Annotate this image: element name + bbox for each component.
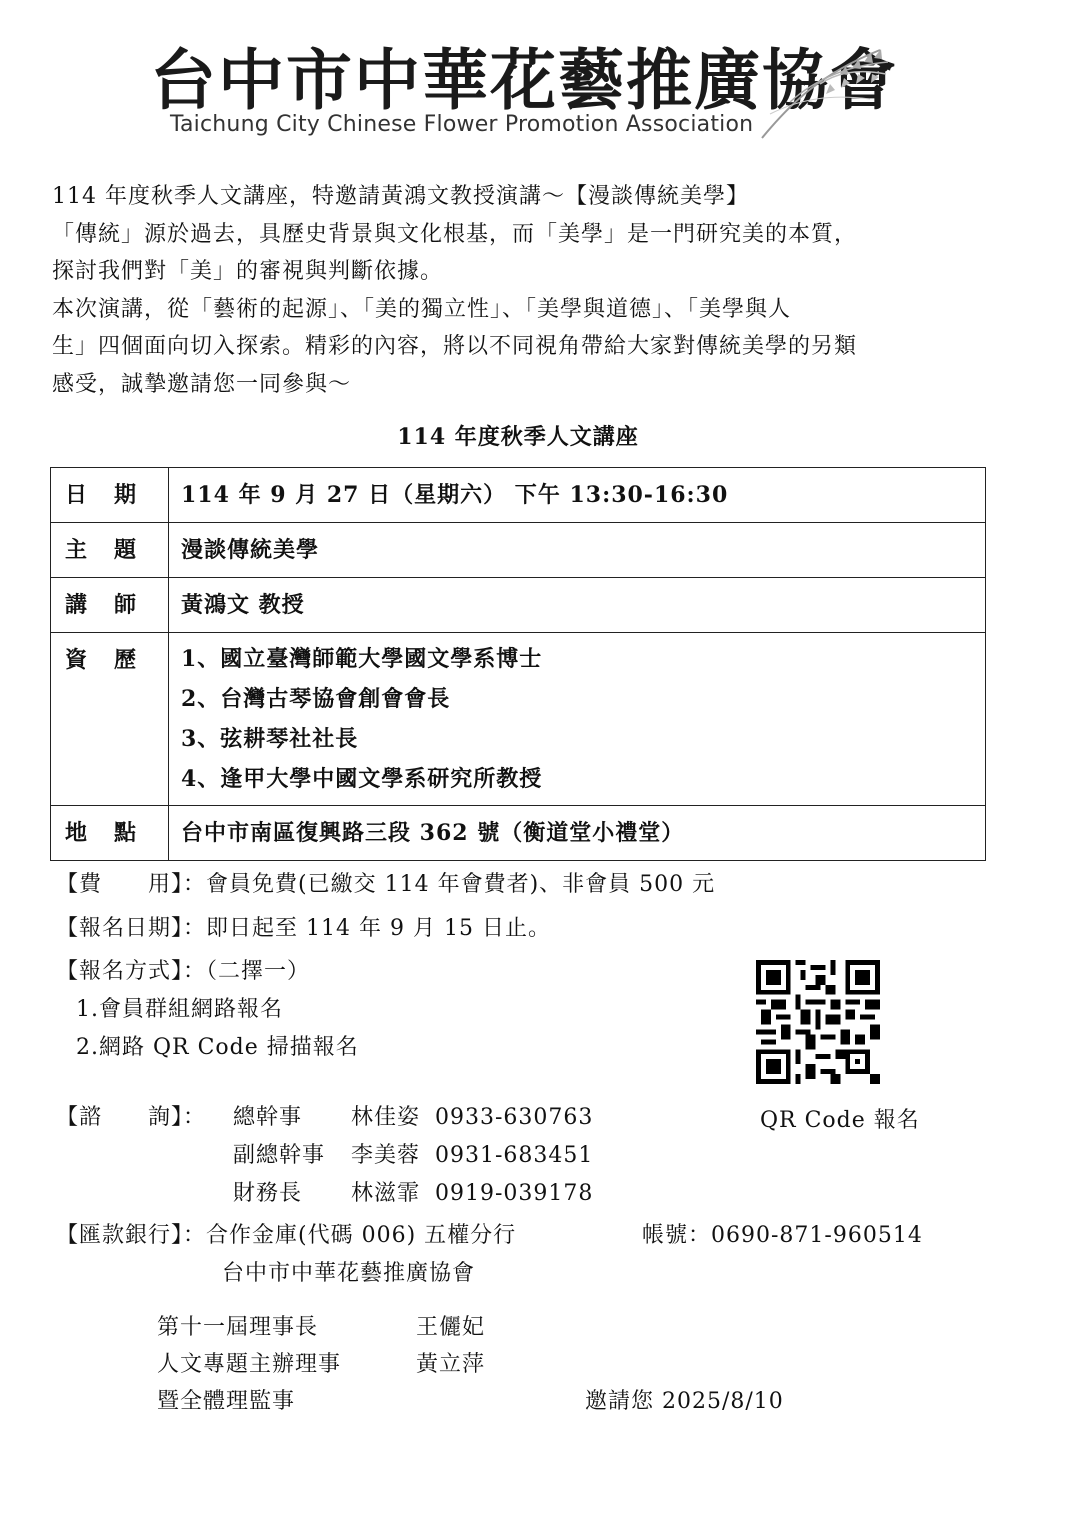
- contact-row: [233, 1179, 593, 1209]
- org-name-chinese: 台中市中華花藝推廣協會: [150, 41, 898, 119]
- invitation-date: 邀請您 2025/8/10: [585, 1389, 784, 1414]
- location-value: 台中市南區復興路三段 362 號（衡道堂小禮堂）: [169, 806, 986, 861]
- intro-line: 探討我們對「美」的審視與判斷依據。: [52, 259, 444, 284]
- bank-value: ：合作金庫(代碼 006) 五權分行: [183, 1223, 517, 1248]
- intro-line: 114 年度秋季人文講座，特邀請黃鴻文教授演講～【漫談傳統美學】: [52, 184, 749, 209]
- intro-line: 「傳統」源於過去，具歷史背景與文化根基，而「美學」是一門研究美的本質，: [52, 221, 858, 247]
- topic-value: 漫談傳統美學: [169, 523, 986, 578]
- table-row-credentials: [51, 633, 986, 806]
- registration-option: 1.會員群組網路報名: [76, 997, 283, 1022]
- table-row-date: [51, 468, 986, 523]
- row-label: 地 點: [51, 806, 169, 861]
- qr-code-icon[interactable]: [756, 960, 880, 1084]
- intro-paragraph: [52, 178, 982, 403]
- registration-date-label: 【報名日期】: [56, 916, 184, 941]
- contact-role: 副總幹事: [233, 1143, 326, 1168]
- contact-role: 總幹事: [233, 1105, 303, 1130]
- org-name-english: Taichung City Chinese Flower Promotion Association: [170, 112, 754, 137]
- fees-line: [56, 870, 715, 900]
- table-row-location: [51, 806, 986, 861]
- contact-role: 財務長: [233, 1181, 303, 1206]
- row-label: 講 師: [51, 578, 169, 633]
- grass-sprig-icon: [760, 44, 890, 140]
- credentials-list: [169, 633, 986, 806]
- registration-date-value: ：即日起至 114 年 9 月 15 日止。: [183, 916, 551, 941]
- table-row-topic: [51, 523, 986, 578]
- contact-name: 林佳姿: [351, 1105, 421, 1130]
- registration-method-value: ：（二擇一）: [183, 959, 311, 984]
- speaker-value: 黃鴻文 教授: [169, 578, 986, 633]
- signature-role: 暨全體理監事: [157, 1389, 296, 1414]
- registration-option: 2.網路 QR Code 掃描報名: [76, 1035, 359, 1060]
- signature-role: 第十一屆理事長: [157, 1315, 319, 1340]
- contact-row: [233, 1141, 593, 1171]
- table-title: 114 年度秋季人文講座: [397, 424, 639, 450]
- contact-phone[interactable]: 0931-683451: [435, 1143, 594, 1168]
- intro-line: 本次演講，從「藝術的起源」、「美的獨立性」、「美學與道德」、「美學與人: [52, 296, 792, 322]
- row-label: 資 歷: [51, 633, 169, 806]
- row-label: 日 期: [51, 468, 169, 523]
- signature-role: 人文專題主辦理事: [157, 1352, 342, 1377]
- fees-label: 【費 用】: [56, 872, 184, 897]
- table-row-speaker: [51, 578, 986, 633]
- registration-method-line: [56, 957, 310, 987]
- date-value: 114 年 9 月 27 日（星期六） 下午 13:30-16:30: [169, 468, 986, 523]
- contacts-label: 【諮 詢】：: [56, 1105, 207, 1130]
- row-label: 主 題: [51, 523, 169, 578]
- fees-value: ：會員免費(已繳交 114 年會費者)、非會員 500 元: [183, 872, 716, 897]
- qr-caption: QR Code 報名: [760, 1108, 920, 1133]
- contact-row: [233, 1103, 593, 1133]
- registration-method-label: 【報名方式】: [56, 959, 184, 984]
- contact-phone[interactable]: 0919-039178: [435, 1181, 594, 1206]
- credential-item: 2、台灣古琴協會創會會長: [181, 686, 451, 712]
- signature-name: 黃立萍: [416, 1352, 486, 1377]
- bank-label: 【匯款銀行】: [56, 1223, 184, 1248]
- intro-line: 生」四個面向切入探索。精彩的內容，將以不同視角帶給大家對傳統美學的另類: [52, 334, 858, 359]
- signature-name: 王儷妃: [416, 1315, 486, 1340]
- bank-line: [56, 1221, 516, 1251]
- org-logo: [150, 40, 898, 140]
- contact-name: 李美蓉: [351, 1143, 421, 1168]
- intro-line: 感受，誠摯邀請您一同參與～: [52, 371, 352, 397]
- credential-item: 1、國立臺灣師範大學國文學系博士: [181, 646, 543, 672]
- bank-account-name: 台中市中華花藝推廣協會: [222, 1261, 476, 1286]
- event-info-table: [50, 467, 986, 861]
- credential-item: 4、逢甲大學中國文學系研究所教授: [181, 766, 543, 792]
- contact-name: 林滋霏: [351, 1181, 421, 1206]
- credential-item: 3、弦耕琴社社長: [181, 726, 359, 752]
- bank-account: 帳號：0690-871-960514: [642, 1223, 923, 1248]
- contact-phone[interactable]: 0933-630763: [435, 1105, 594, 1130]
- registration-date-line: [56, 914, 551, 944]
